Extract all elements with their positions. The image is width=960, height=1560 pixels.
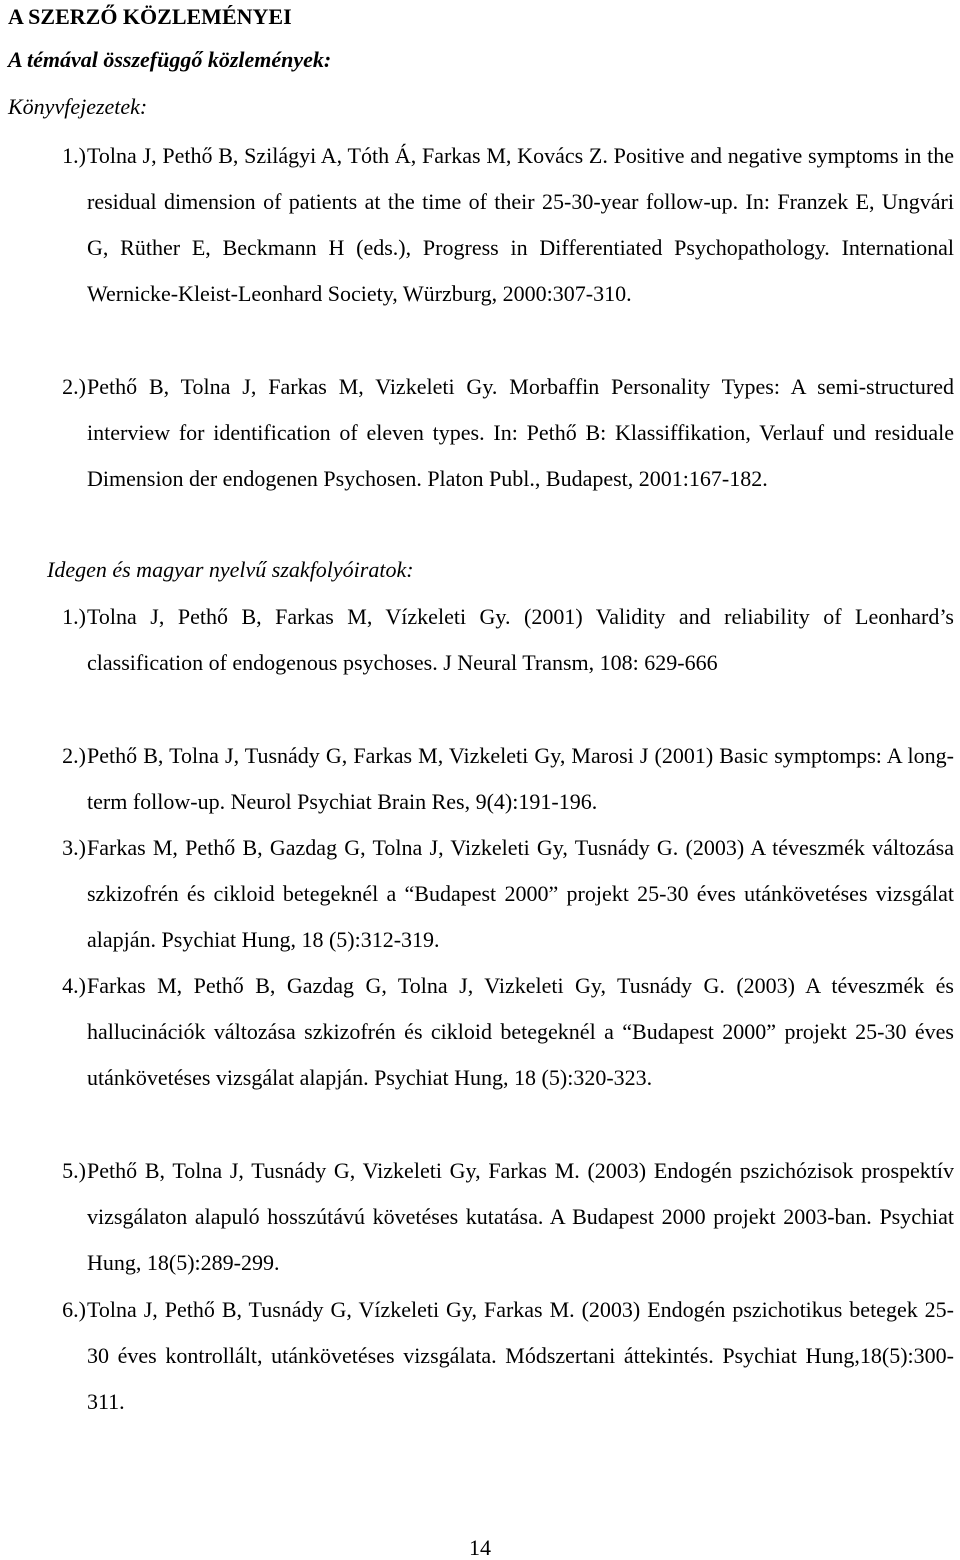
entry-citation: Farkas M, Pethő B, Gazdag G, Tolna J, Vizkeleti Gy, Tusnády G. (2003) A téveszmék és hallucinációk változása szkizofrén és cikloid betegeknél a “Budapest 2000” projekt 25-30 éves utánkövetéses vizsgálat alapján. Psychiat Hung, 18 (5):320-323. (87, 973, 954, 1090)
entry-citation: Farkas M, Pethő B, Gazdag G, Tolna J, Vizkeleti Gy, Tusnády G. (2003) A téveszmék változása szkizofrén és cikloid betegeknél a “Budapest 2000” projekt 25-30 éves utánkövetéses vizsgálat alapján. Psychiat Hung, 18 (5):312-319. (87, 835, 954, 952)
publication-entry (40, 825, 954, 963)
page-number: 14 (469, 1535, 491, 1560)
publication-entry (40, 594, 954, 686)
publication-entry (40, 733, 954, 825)
entry-citation: Tolna J, Pethő B, Farkas M, Vízkeleti Gy. (2001) Validity and reliability of Leonhard’s classification of endogenous psychoses. J Neural Transm, 108: 629-666 (87, 604, 954, 675)
entry-number: 6.) (62, 1297, 86, 1322)
entry-number: 4.) (62, 973, 86, 998)
entry-number: 2.) (62, 374, 86, 399)
entry-citation: Pethő B, Tolna J, Tusnády G, Vizkeleti Gy, Farkas M. (2003) Endogén pszichózisok prospektív vizsgálaton alapuló hosszútávú követéses kutatása. A Budapest 2000 projekt 2003-ban. Psychiat Hung, 18(5):289-299. (87, 1158, 954, 1275)
section-heading-book-chapters: Könyvfejezetek: (8, 94, 148, 119)
publication-entry (40, 1287, 954, 1425)
entry-citation: Pethő B, Tolna J, Farkas M, Vizkeleti Gy. Morbaffin Personality Types: A semi-structured interview for identification of eleven types. In: Pethő B: Klassiffikation, Verlauf und residuale Dimension der endogenen Psychosen. Platon Publ., Budapest, 2001:167-182. (87, 374, 954, 491)
entry-number: 1.) (62, 143, 86, 168)
publication-entry (40, 133, 954, 317)
document-subtitle: A témával összefüggő közlemények: (8, 47, 332, 72)
entry-citation: Pethő B, Tolna J, Tusnády G, Farkas M, Vizkeleti Gy, Marosi J (2001) Basic symptomps: A long- term follow-up. Neurol Psychiat Brain Res, 9(4):191-196. (87, 743, 954, 814)
entry-number: 5.) (62, 1158, 86, 1183)
entry-number: 1.) (62, 604, 86, 629)
document-title: A SZERZŐ KÖZLEMÉNYEI (8, 4, 292, 29)
publication-entry (40, 364, 954, 502)
entry-citation: Tolna J, Pethő B, Tusnády G, Vízkeleti Gy, Farkas M. (2003) Endogén pszichotikus betegek 25-30 éves kontrollált, utánkövetéses vizsgálata. Módszertani áttekintés. Psychiat Hung,18(5):300-311. (87, 1297, 954, 1414)
entry-citation: Tolna J, Pethő B, Szilágyi A, Tóth Á, Farkas M, Kovács Z. Positive and negative symptoms in the residual dimension of patients at the time of their 25-30-year follow-up. In: Franzek E, Ungvári G, Rüther E, Beckmann H (eds.), Progress in Differentiated Psychopathology. International Wernicke-Kleist-Leonhard Society, Würzburg, 2000:307-310. (87, 143, 954, 306)
publication-entry (40, 963, 954, 1101)
entry-number: 2.) (62, 743, 86, 768)
publication-entry (40, 1148, 954, 1286)
section-heading-journals: Idegen és magyar nyelvű szakfolyóiratok: (47, 557, 414, 582)
entry-number: 3.) (62, 835, 86, 860)
